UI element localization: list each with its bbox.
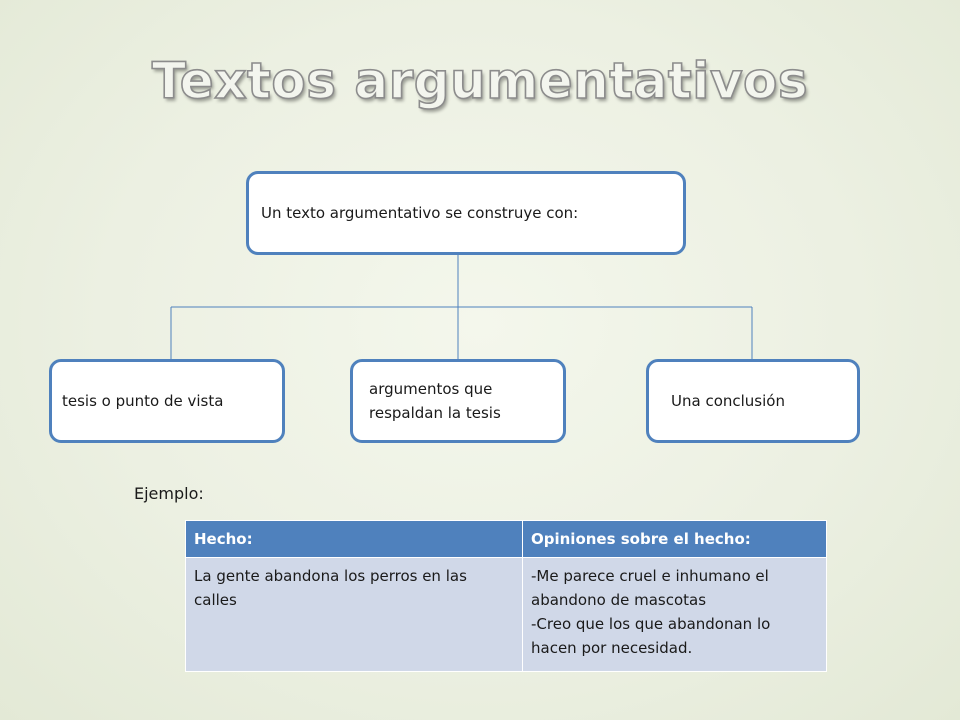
slide-title: Textos argumentativos <box>151 52 809 110</box>
diagram-node-thesis-label: tesis o punto de vista <box>62 392 224 410</box>
diagram-root-label: Un texto argumentativo se construye con: <box>261 204 579 222</box>
table-header-opinions: Opiniones sobre el hecho: <box>523 521 827 558</box>
example-table <box>185 520 827 672</box>
table-cell-opinions <box>523 558 827 672</box>
table-header-fact: Hecho: <box>186 521 523 558</box>
opinion-item-1: -Me parece cruel e inhumano el abandono de mascotas <box>531 567 769 609</box>
diagram-node-thesis <box>49 359 285 443</box>
diagram-node-arguments-line-1: argumentos que <box>369 380 493 398</box>
opinion-item-2: -Creo que los que abandonan lo hacen por necesidad. <box>531 615 771 657</box>
table-cell-fact: La gente abandona los perros en las calles <box>186 558 523 672</box>
diagram-root-box <box>246 171 686 255</box>
diagram-node-arguments-line-2: respaldan la tesis <box>369 404 501 422</box>
example-label: Ejemplo: <box>134 484 204 503</box>
table-row <box>186 558 827 672</box>
diagram-node-conclusion-label: Una conclusión <box>671 392 785 410</box>
diagram-node-arguments <box>350 359 566 443</box>
diagram-node-conclusion <box>646 359 860 443</box>
table-header-row <box>186 521 827 558</box>
